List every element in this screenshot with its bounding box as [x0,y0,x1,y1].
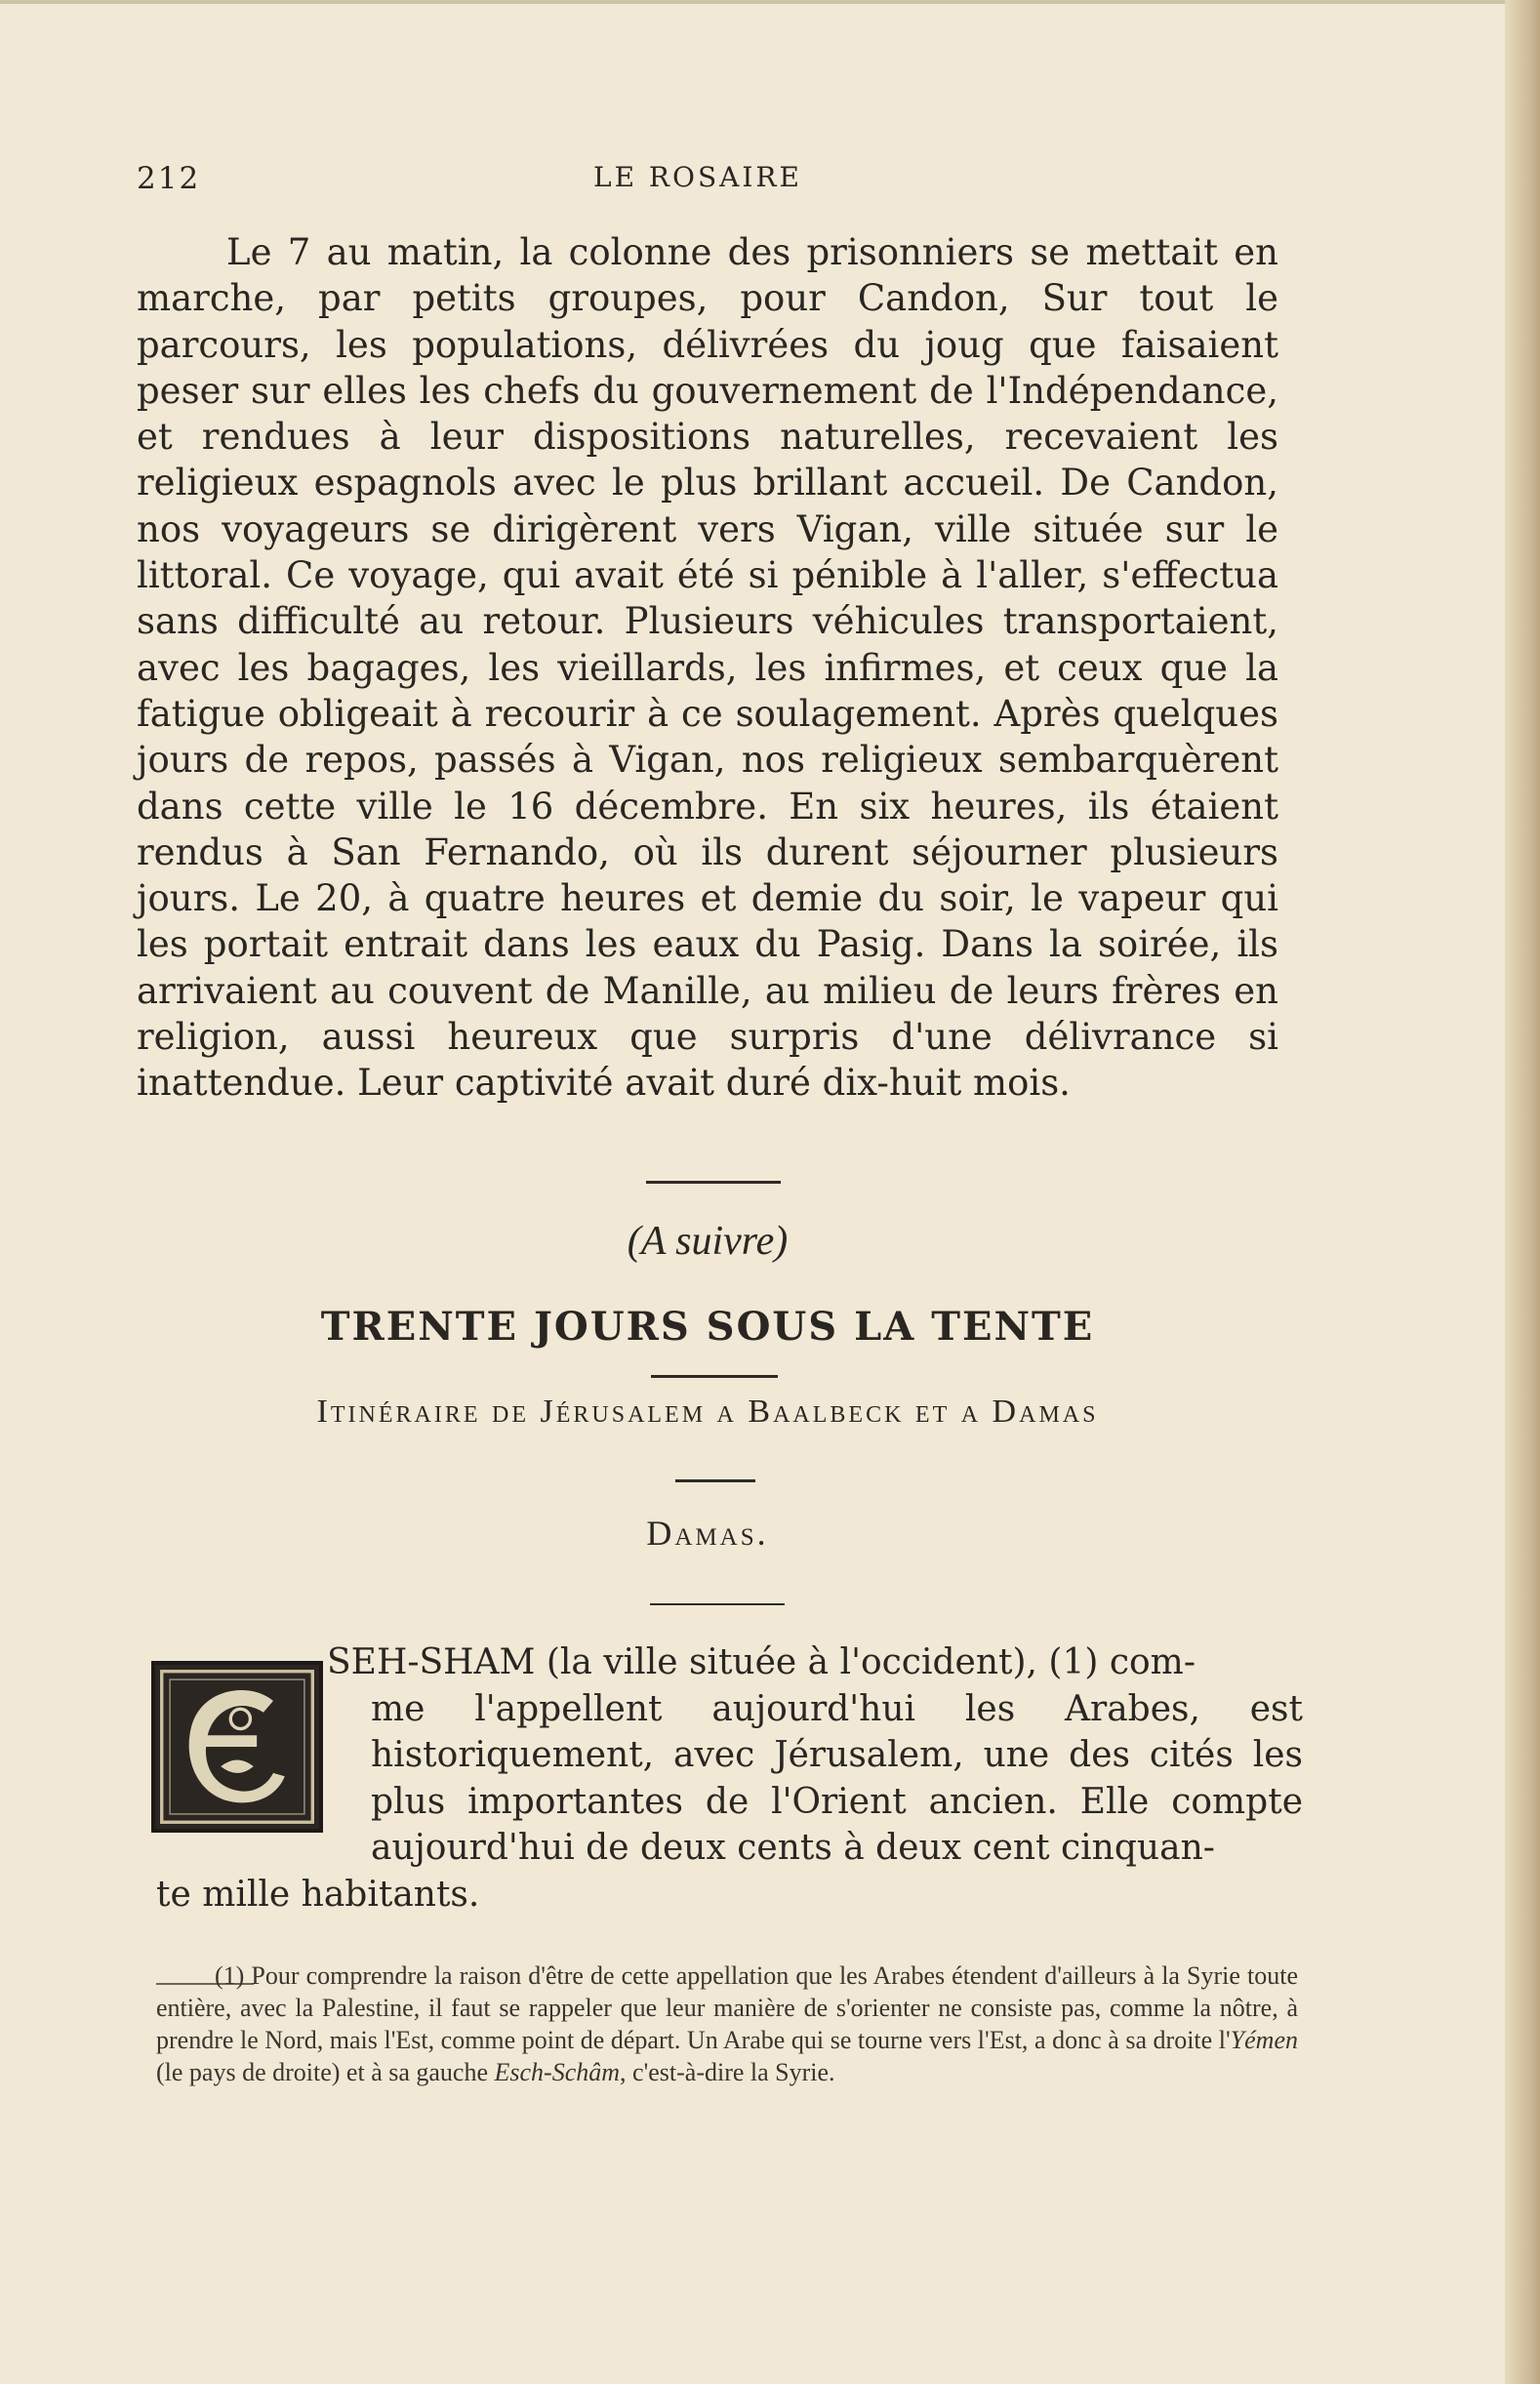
subtitle-rule [675,1479,755,1482]
footnote-esch-scham: Esch-Schâm [494,2058,621,2086]
footnote-text [156,1960,1298,2088]
article-subtitle: Itinéraire de Jérusalem a Baalbeck et a Damas [316,1394,1099,1430]
body-text [137,229,1278,1107]
body-paragraph: Le 7 au matin, la colonne des prisonniers se mettait en marche, par petits groupes, pour Candon, Sur tout le parcours, les populations, délivrées du joug que faisaient peser sur elles les chefs du gouvernement de l'Indépendance, et rendues à leur dispositions naturelles, recevaient les religieux espagnols avec le plus brillant accueil. De Candon, nos voyageurs se dirigèrent vers Vigan, ville située sur le littoral. Ce voyage, qui avait été si pénible à l'aller, s'effectua sans difficulté au retour. Plusieurs véhicules transportaient, avec les bagages, les vieillards, les infirmes, et ceux que la fatigue obligeait à recourir à ce soulagement. Après quelques jours de repos, passés à Vigan, nos religieux sembarquèrent dans cette ville le 16 décembre. En six heures, ils étaient rendus à San Fernando, où ils durent séjourner plusieurs jours. Le 20, à quatre heures et demie du soir, le vapeur qui les portait entrait dans les eaux du Pasig. Dans la soirée, ils arrivaient au couvent de Manille, au milieu de leurs frères en religion, aussi heureux que surpris d'une délivrance si inattendue. Leur captivité avait duré dix-huit mois. [137,231,1278,1105]
page-edge-shadow [1505,0,1540,2384]
page-number: 212 [137,161,201,196]
top-edge [0,0,1540,4]
section-heading: Damas. [646,1514,769,1553]
footnote-text-1: (1) Pour comprendre la raison d'être de cette appellation que les Arabes étendent d'ailleurs à la Syrie toute entière, avec la Palestine, il faut se rappeler que leur manière de s'orienter ne consiste pas, comme la nôtre, à prendre le Nord, mais l'Est, comme point de départ. Un Arabe qui se tourne vers l'Est, a donc à sa droite l' [156,1961,1298,2054]
separator-rule [646,1181,781,1184]
footnote-yemen: Yémen [1230,2026,1298,2054]
footnote-text-3: , c'est-à-dire la Syrie. [620,2058,835,2086]
article-title: TRENTE JOURS SOUS LA TENTE [320,1304,1095,1350]
opening-continuation: me l'appellent aujourd'hui les Arabes, est historiquement, avec Jérusalem, une des cités les plus importantes de l'Orient ancien. Elle compte aujourd'hui de deux cents à deux cent cinquan- [371,1688,1303,1868]
footnote [156,1960,1298,2088]
a-suivre: (A suivre) [627,1219,789,1264]
section-rule [650,1603,785,1605]
opening-tail: te mille habitants. [156,1874,480,1915]
opening-line-1: SEH-SHAM (la ville située à l'occident), (1) com- [327,1642,1196,1682]
opening-paragraph [137,1639,1303,1918]
running-head: LE ROSAIRE [593,161,802,193]
footnote-text-2: (le pays de droite) et à sa gauche [156,2058,495,2086]
title-rule [651,1375,778,1378]
